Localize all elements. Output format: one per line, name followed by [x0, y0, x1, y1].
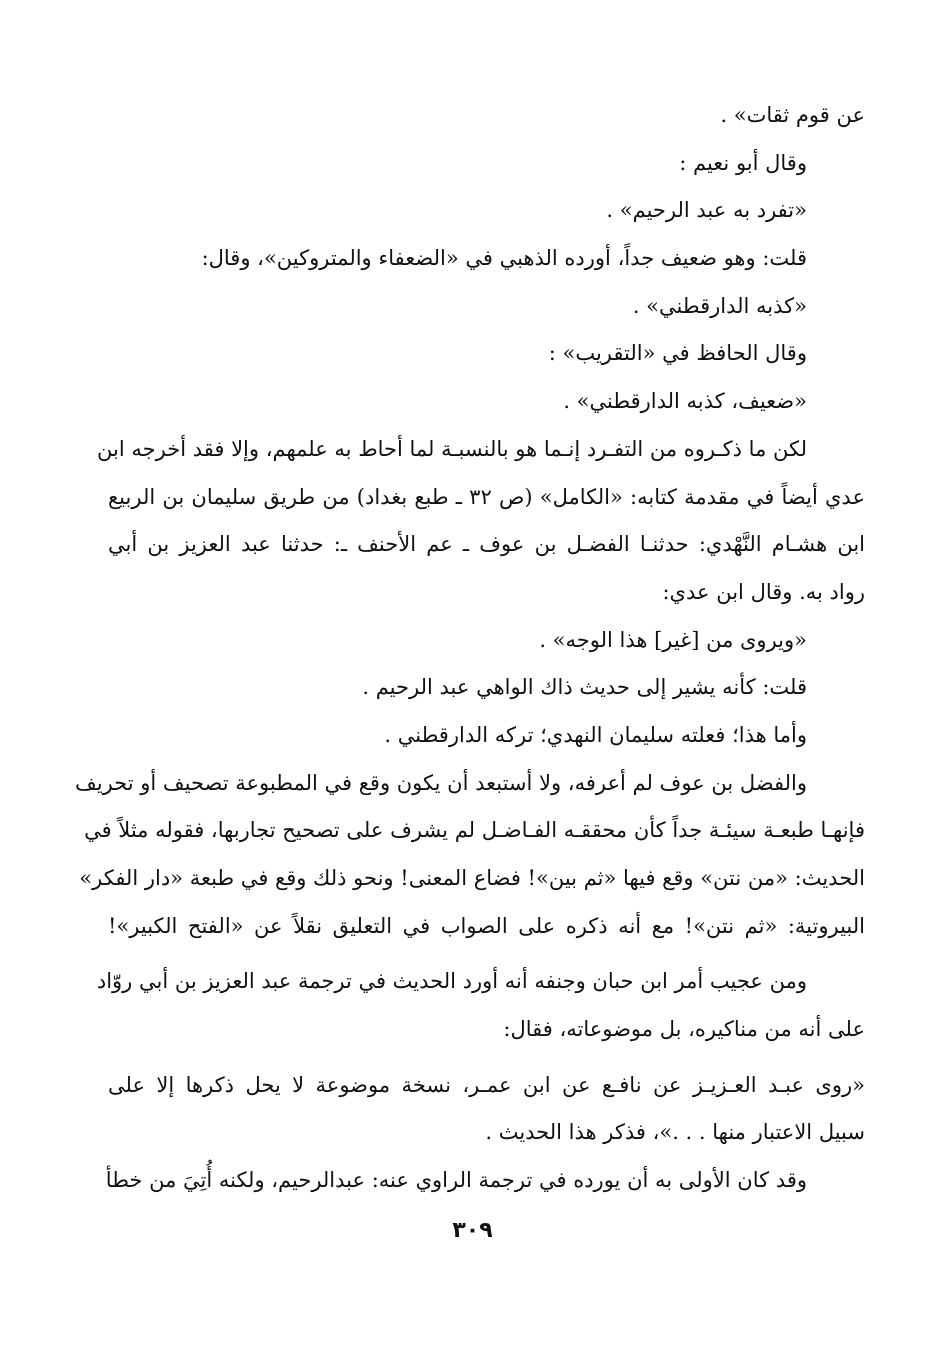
text-line-8: لكن ما ذكـروه من التفـرد إنـما هو بالنسبـة لما أحاط به علمهم، وإلا فقد أخرجه ابن [97, 436, 807, 461]
text-line-13: قلت: كأنه يشير إلى حديث ذاك الواهي عبد الرحيم . [362, 675, 807, 700]
paragraph-gap [108, 950, 865, 958]
text-line-7: «ضعيف، كذبه الدارقطني» . [563, 389, 807, 414]
text-line-6: وقال الحافظ في «التقريب» : [548, 341, 807, 366]
body-text [75, 92, 865, 1205]
text-line-9: عدي أيضاً في مقدمة كتابه: «الكامل» (ص ٣٢ ـ طبع بغداد) من طريق سليمان بن الربيع [108, 484, 865, 509]
text-line-10: ابن هشـام النَّهْدي: حدثنـا الفضـل بن عوف ـ عم الأحنف ـ: حدثنا عبد العزيز بن أبي [108, 532, 865, 557]
text-line-15: والفضل بن عوف لم أعرفه، ولا أستبعد أن يكون وقع في المطبوعة تصحيف أو تحريف [75, 770, 807, 795]
text-line-12: «ويروى من [غير] هذا الوجه» . [539, 627, 807, 652]
text-line-11: رواد به. وقال ابن عدي: [662, 579, 865, 604]
text-line-3: «تفرد به عبد الرحيم» . [606, 198, 807, 223]
text-line-21: «روى عبـد العـزيـز عن نافـع عن ابن عمـر، نسخة موضوعة لا يحل ذكرها إلا على [108, 1072, 865, 1097]
page-number: ٣٠٩ [452, 1218, 493, 1243]
paragraph-gap [108, 1054, 865, 1062]
text-line-22: سبيل الاعتبار منها . . .»، فذكر هذا الحديث . [485, 1120, 865, 1145]
text-line-23: وقد كان الأولى به أن يورده في ترجمة الراوي عنه: عبدالرحيم، ولكنه أُتِيَ من خطأ [105, 1168, 807, 1193]
text-line-4: قلت: وهو ضعيف جداً، أورده الذهبي في «الضعفاء والمتروكين»، وقال: [201, 246, 807, 271]
text-line-14: وأما هذا؛ فعلته سليمان النهدي؛ تركه الدارقطني . [384, 722, 807, 747]
text-line-20: على أنه من مناكيره، بل موضوعاته، فقال: [503, 1017, 865, 1042]
text-line-2: وقال أبو نعيم : [679, 150, 807, 175]
text-line-1: عن قوم ثقات» . [720, 103, 865, 127]
text-line-18: البيروتية: «ثم نتن»! مع أنه ذكره على الصواب في التعليق نقلاً عن «الفتح الكبير»! [108, 913, 865, 938]
text-line-17: الحديث: «من نتن» وقع فيها «ثم بين»! فضاع المعنى! ونحو ذلك وقع في طبعة «دار الفكر» [79, 866, 865, 890]
text-line-19: ومن عجيب أمر ابن حبان وجنفه أنه أورد الحديث في ترجمة عبد العزيز بن أبي روّاد [96, 969, 807, 994]
text-line-16: فإنهـا طبعـة سيئـة جداً كأن محققـه الفـاضـل لم يشرف على تصحيح تجاربها، فقوله مثلاً في [84, 818, 865, 843]
text-line-5: «كذبه الدارقطني» . [632, 293, 807, 318]
